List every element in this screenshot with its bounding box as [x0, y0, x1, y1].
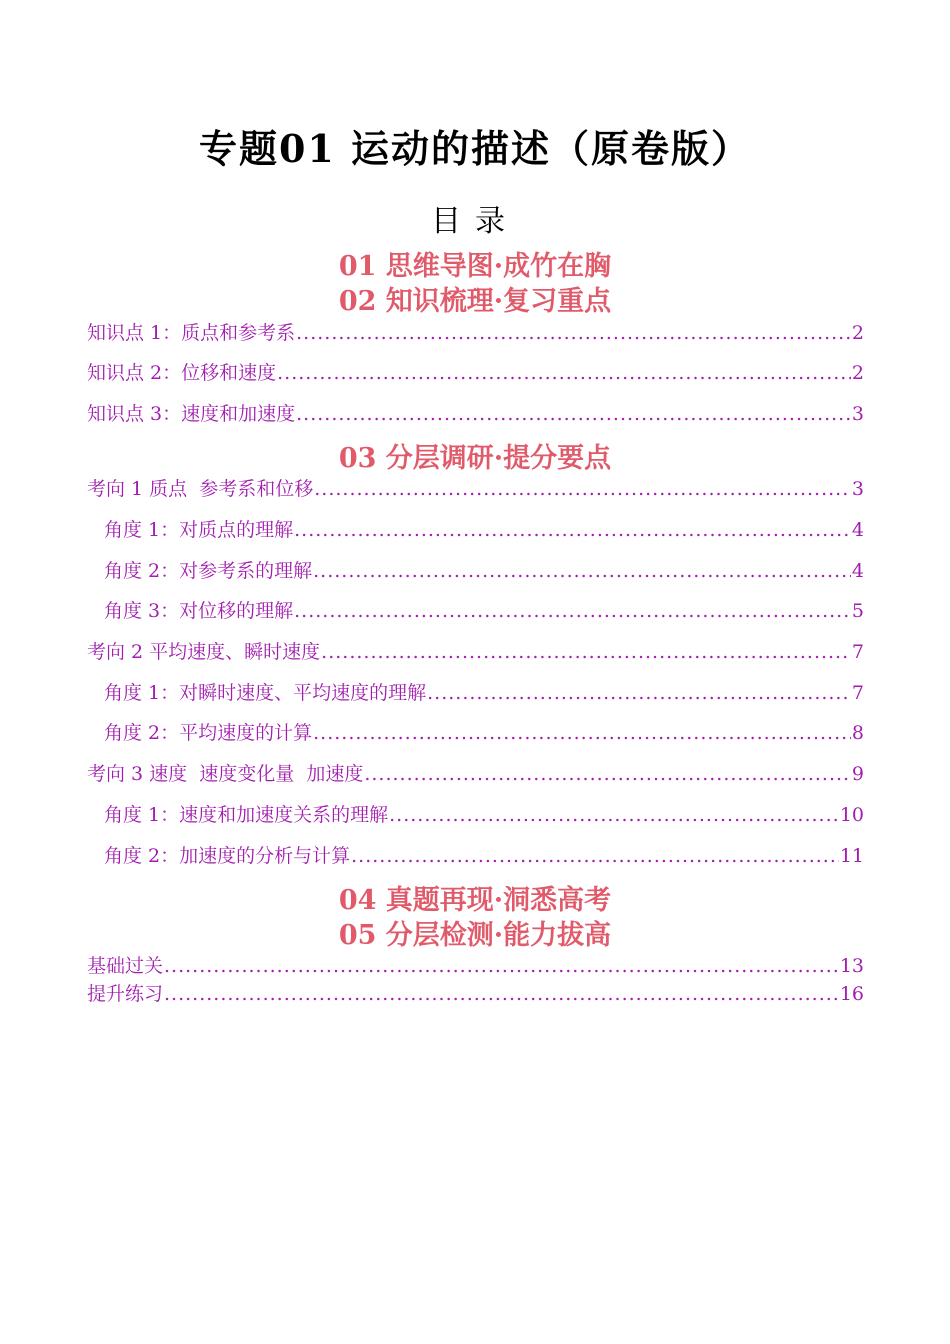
toc-entry-knowledge-2[interactable]	[87, 360, 864, 386]
toc-entry-basic[interactable]	[87, 953, 864, 979]
toc-entry-label: 角度 1：速度和加速度关系的理解	[104, 804, 389, 826]
toc-leader-dots	[296, 320, 851, 346]
toc-page-number: 3	[851, 403, 864, 425]
toc-entry-angle-2-2[interactable]	[104, 720, 864, 746]
toc-section-research[interactable]: 03 分层调研·提分要点	[338, 443, 612, 474]
toc-page-number: 9	[851, 763, 864, 785]
toc-entry-label: 角度 1：对质点的理解	[104, 519, 294, 541]
toc-leader-dots	[427, 680, 851, 706]
toc-entry-label: 角度 2：加速度的分析与计算	[104, 845, 351, 867]
toc-entry-direction-1[interactable]	[87, 476, 864, 502]
toc-page-number: 13	[839, 955, 864, 977]
toc-entry-direction-2[interactable]	[87, 639, 864, 665]
toc-entry-label: 考向 1 质点 参考系和位移	[87, 478, 314, 500]
toc-page-number: 10	[839, 804, 864, 826]
page-title: 专题01 运动的描述（原卷版）	[198, 126, 752, 171]
toc-leader-dots	[296, 401, 851, 427]
toc-leader-dots	[277, 360, 851, 386]
toc-leader-dots	[364, 761, 851, 787]
toc-leader-dots	[313, 720, 851, 746]
toc-entry-angle-1-1[interactable]	[104, 517, 864, 543]
toc-page-number: 2	[851, 362, 864, 384]
toc-leader-dots	[164, 953, 839, 979]
toc-page-number: 16	[839, 983, 864, 1005]
toc-section-knowledge[interactable]: 02 知识梳理·复习重点	[338, 286, 612, 317]
toc-entry-angle-2-1[interactable]	[104, 680, 864, 706]
toc-entry-label: 知识点 2：位移和速度	[87, 362, 277, 384]
toc-section-mind-map[interactable]: 01 思维导图·成竹在胸	[338, 251, 612, 282]
toc-entry-direction-3[interactable]	[87, 761, 864, 787]
toc-entry-angle-1-3[interactable]	[104, 598, 864, 624]
toc-leader-dots	[294, 517, 851, 543]
toc-page-number: 7	[851, 641, 864, 663]
toc-entry-angle-1-2[interactable]	[104, 558, 864, 584]
toc-page-number: 4	[851, 519, 864, 541]
toc-entry-label: 知识点 3：速度和加速度	[87, 403, 296, 425]
toc-page-number: 11	[839, 845, 864, 867]
toc-entry-knowledge-1[interactable]	[87, 320, 864, 346]
toc-entry-label: 基础过关	[87, 955, 164, 977]
toc-entry-label: 考向 2 平均速度、瞬时速度	[87, 641, 321, 663]
toc-page-number: 3	[851, 478, 864, 500]
toc-page-number: 4	[851, 560, 864, 582]
toc-leader-dots	[164, 981, 839, 1007]
toc-entry-label: 角度 3：对位移的理解	[104, 600, 294, 622]
toc-entry-advanced[interactable]	[87, 981, 864, 1007]
toc-heading: 目录	[431, 204, 519, 239]
toc-leader-dots	[321, 639, 851, 665]
toc-leader-dots	[389, 802, 839, 828]
toc-leader-dots	[351, 843, 839, 869]
toc-leader-dots	[313, 558, 851, 584]
toc-leader-dots	[314, 476, 851, 502]
toc-section-test[interactable]: 05 分层检测·能力拔高	[338, 920, 612, 951]
toc-page-number: 2	[851, 322, 864, 344]
toc-page-number: 8	[851, 722, 864, 744]
toc-entry-label: 角度 2：对参考系的理解	[104, 560, 313, 582]
toc-entry-knowledge-3[interactable]	[87, 401, 864, 427]
toc-entry-label: 角度 1：对瞬时速度、平均速度的理解	[104, 682, 427, 704]
toc-page-number: 7	[851, 682, 864, 704]
toc-entry-label: 考向 3 速度 速度变化量 加速度	[87, 763, 364, 785]
toc-entry-label: 提升练习	[87, 983, 164, 1005]
toc-leader-dots	[294, 598, 851, 624]
toc-entry-angle-3-2[interactable]	[104, 843, 864, 869]
toc-page-number: 5	[851, 600, 864, 622]
toc-entry-angle-3-1[interactable]	[104, 802, 864, 828]
toc-entry-label: 角度 2：平均速度的计算	[104, 722, 313, 744]
toc-entry-label: 知识点 1：质点和参考系	[87, 322, 296, 344]
toc-section-exam[interactable]: 04 真题再现·洞悉高考	[338, 885, 612, 916]
